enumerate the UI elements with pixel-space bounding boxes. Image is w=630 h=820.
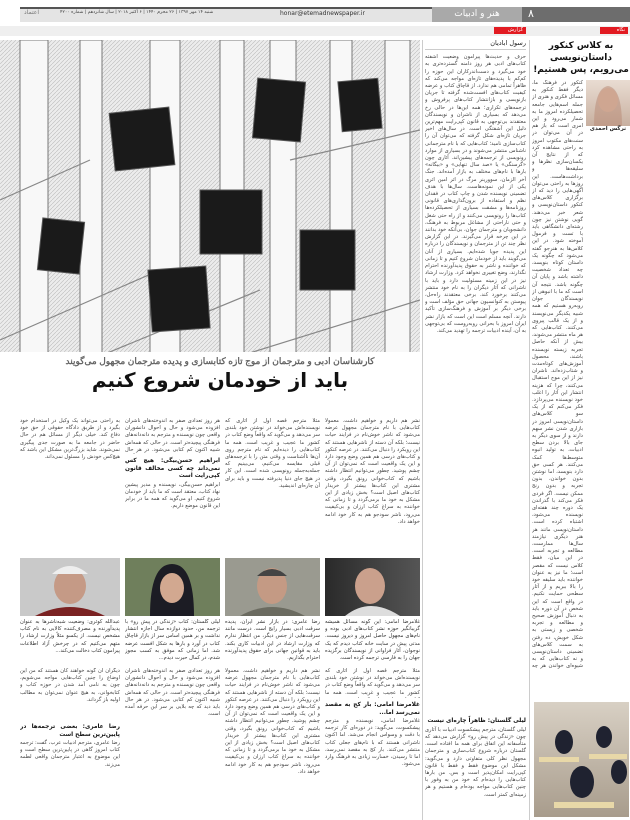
- lower-column-2: نشر هم داریم و خواهیم داشت. معمولاً کتاب‌هایی با نام مترجمان مجهول عرضه می‌شود که ناشر خوش‌نام در فرایند حیات نیست؛ بلکه آن دسته از ناشرهایی هستند که این رویکرد را دنبال می‌کنند. در عرصه کنکور و کتاب‌های درسی هم همین وضع وجود دارد و این یک واقعیت است که نمی‌توان از آن چشم پوشید. چطور می‌توانیم انتظار داشته باشیم که کتاب‌خوانی رونق بگیرد، وقتی مشتری این کتاب‌ها بیشتر از خریدار کتاب‌های اصیل است؟ بخش زیادی از این مشکل به خود ما برمی‌گردد و تا زمانی که خواننده به سراغ کتاب ارزان و بی‌کیفیت می‌رود، ناشر سودجو هم به کار خود ادامه خواهد داد.: [225, 668, 320, 775]
- newspaper-logo: اعتماد: [24, 9, 40, 16]
- main-column-3: [125, 418, 220, 550]
- profile-ameri: [225, 558, 320, 663]
- illustration-books-on-trees: [0, 40, 420, 352]
- article-head: [20, 356, 420, 392]
- column-divider: [422, 40, 423, 820]
- article-kicker: کارشناسان ادبی و مترجمان از موج تازه کتابسازی و پدیده مترجمان مجهول می‌گویند: [65, 356, 375, 366]
- lower-column-4: [20, 668, 120, 818]
- author-box: [586, 80, 630, 132]
- subhead-amami: غلامرضا امامی: بار کج به مقصد نمی‌رسد اما...: [325, 702, 420, 716]
- report-byline: رسول آبادیان: [425, 40, 526, 50]
- ameri-caption: رضا عامری: در بازار نشر ایران، پدیده سرقت ادبی بسیار رایج است. درست مانند سرقت‌هایی از جنس دیگر، من انتظار ندارم که وزارت ارشاد در این ادبیات کاری بکند. باید به قوانین جهانی برای حقوق پدیدآورنده احترام بگذاریم.: [225, 619, 320, 662]
- ameri-photo: [225, 558, 320, 616]
- article-headline: باید از خودمان شروع کنیم: [91, 368, 349, 392]
- section-email[interactable]: honar@etemadnewspaper.ir: [280, 10, 365, 17]
- author-name: نرگس احمدی: [589, 126, 627, 132]
- profile-amami: [325, 558, 420, 663]
- amami-photo: [325, 558, 420, 616]
- page-number: ۸: [522, 7, 630, 22]
- main-column-4: به راحتی می‌تواند یک وکیل در استخدام خود بگیرد و از طریق دادگاه حقوقی از حق خود دفاع کند. خیلی دیگر از مسائل هم در حال حاضر در جامعه ما به صورت جدی پیگیری نمی‌شوند. شاید بزرگ‌ترین مشکل این باشد که هیچ‌کس خودش را مسئول نمی‌داند.: [20, 418, 120, 461]
- ameri-body: رضا عامری، مترجم ادبیات عرب، گفت: ترجمه کتاب امروز گاهی در پایین‌ترین سطح است و این موضوع به اعتبار مترجمان واقعی لطمه می‌زند.: [20, 740, 120, 768]
- kowsari-photo: [20, 558, 120, 616]
- lower-column-3: هر روز تعدادی صفر به اندوخته‌های ناشران افزوده می‌شود و حال و احوال دانشوران واقعی چون نویسنده و مترجم به دانه‌دانه‌های فرهنگی پیچیده‌تر است. در حالی که همه‌اش شبیه اکنون کم کتابی می‌شود. در هر حال باید دید که چه بلایی بر سر این حرفه آمده است.: [125, 668, 220, 718]
- column-divider: [529, 40, 530, 820]
- subhead-golestan: لیلی گلستان: ظاهراً چاره‌ای نیست: [427, 718, 526, 725]
- opinion-body: کنکور در فرهنگ ما، دیگر فقط کنکور به مسائل فکری و هنری از جمله اسم‌هایی جامعه تحصیلکرده امروز ما به شمار می‌رود و این امری است که باز هم در آن می‌توان در سنت‌های مکتوب امروز به راحتی مشاهده کرد که از نتایج آن یکسان‌سازی نظرها و سلیقه‌ها و برداشت‌هاست. این روزها به راحتی می‌توان آگهی‌هایی را دید که از برگزاری کلاس‌های کنکور داستان‌نویسی و شعر خبر می‌دهند. گویی نوشتن نیز چون رشته‌ای دانشگاهی باید با تست و فرمول آموخته شود. در این کلاس‌ها به هنرجو گفته می‌شود که چگونه یک داستان کوتاه بنویسد، چه تعداد شخصیت داشته باشد و پایان آن چگونه باشد. نتیجه آن است که ما با انبوهی از نویسندگان جوان روبه‌رو هستیم که همه شبیه یکدیگر می‌نویسند و از یک قالب پیروی می‌کنند. کتاب‌هایی که هر ماه منتشر می‌شوند، بیش از آنکه حاصل تجربه زیسته نویسنده باشند، محصول آموزش‌های کوتاه‌مدت و شتاب‌زده‌اند. ناشران نیز از این موج استقبال می‌کنند، چرا که هزینه انتشار این آثار را اغلب خود نویسنده می‌پردازد. فکر می‌کنم که از یک سو کلاس‌های داستان‌نویسی امروز در بازاری شدن نشر سهم دارند و از سوی دیگر به جای بالا بردن سطح ادبیات، به تولید انبوه متوسط‌ها کمک می‌کنند. هر کسی حق دارد بنویسد، اما نوشتن بدون خواندن، بدون تجربه و بدون رنج ممکن نیست. اگر فردی فکر می‌کند با گذراندن یک دوره چند هفته‌ای نویسنده می‌شود، اشتباه کرده است. داستان‌نویسی مانند هر هنر دیگری نیازمند سال‌ها ممارست، مطالعه و تجربه است. در این میان، فقط کلاس نیست که مقصر است؛ ما نیز به عنوان خواننده باید سلیقه خود را بالا ببریم و از آثار سطحی حمایت نکنیم. در واقع است که این شخص در آن دوره باید به دنبال آموزش صحیح و مطالعه و تجربه شخصی و زیستی به شکل خویش، ده رفتن به سمت کلاس‌های تضمینی داستان‌نویسی و نه کتاب‌هایی که به شیوه‌ای خواندن هر چه: [532, 80, 583, 670]
- report-column: [425, 40, 526, 820]
- kowsari-caption: عبدالله کوثری: وضعیت شبه‌ناشرها به عنوان پدیدآورنده و مصرف‌کننده کالایی به نام کتاب مشخص نیست. از یکسو مثلاً وزارت ارشاد را متهم می‌کنیم که در چرخش آزاد اطلاعات پیرامون کتاب دخالت می‌کند...: [20, 619, 120, 654]
- amami-body: غلامرضا امامی، نویسنده و مترجم پیشکسوت، می‌گوید: در دوره‌ای کار ترجمه با دقت و وسواس انجام می‌شد. اما اکنون ناشرانی هستند که با نام‌های جعلی کتاب منتشر می‌کنند. بار کج به مقصد نمی‌رسد، اما تا رسیدن، خسارت زیادی به فرهنگ وارد می‌شود.: [325, 718, 420, 768]
- hasanbeigi-body: ابراهیم حسن‌بیگی، نویسنده و مدیر پیشین نهاد کتاب، معتقد است که ما باید از خودمان شروع کنیم. او می‌گوید که همه ما در برابر این قانون موضع داریم.: [125, 481, 220, 510]
- lower-column-1: [325, 668, 420, 818]
- golestan-photo: [125, 558, 220, 616]
- subhead-ameri: رضا عامری: بعضی ترجمه‌ها در پایین‌ترین سطح است: [20, 724, 120, 738]
- subhead-hasanbeigi: ابراهیم حسن‌بیگی: هیچ کس نمی‌داند چه کسی مخالف قانون کپی‌رایت است: [125, 458, 220, 479]
- report-body-2: لیلی گلستان، مترجم پیشکسوت ادبیات با آثاری چون «زندگی در پیش رو» گزارش می‌دهد که متأسفانه این اتفاق برای همه ما افتاده است. گلستان درباره شروع کتاب‌سازی و مترجمان مجهول نظر کلی متفاوتی دارد و می‌گوید: مشکل این موضوع فقط و فقط با قانون کپی‌رایت امکان‌پذیر است و بس. من بارها کتاب‌هایی را دیده‌ام که خود من به وفور با چنین کتاب‌هایی مواجه بوده‌ام و هستیم و هر زمینه‌ای کمتر است.: [425, 726, 526, 798]
- issue-date: شنبه ۱۴ مهر ۱۳۹۷ | ۲۶ محرم ۱۴۴۰ | ۶ اکتبر ۲۰۱۸ | سال شانزدهم | شماره ۴۲۰۰: [60, 10, 214, 15]
- lower-column-1-text: مثلاً مترجم قصه اول از آثاری که نویسنده‌اش می‌خواند در نوشتن خود بلندی سر می‌دهد و می‌گوید که واقعاً وضع کتاب در کشور ما عجیب و غریب است. همه ما: [325, 668, 420, 696]
- profile-kowsari: [20, 558, 120, 663]
- label-row: [0, 26, 630, 36]
- main-column-1: نشر هم داریم و خواهیم داشت. معمولاً کتاب‌هایی با نام مترجمان مجهول عرضه می‌شود که ناشر خوش‌نام در فرایند حیات نیست؛ بلکه آن دسته از ناشرهایی هستند که این رویکرد را دنبال می‌کنند. در عرصه کنکور و کتاب‌های درسی هم همین وضع وجود دارد و این یک واقعیت است که نمی‌توان از آن چشم پوشید. چطور می‌توانیم انتظار داشته باشیم که کتاب‌خوانی رونق بگیرد، وقتی مشتری این کتاب‌ها بیشتر از خریدار کتاب‌های اصیل است؟ بخش زیادی از این مشکل به خود ما برمی‌گردد و تا زمانی که خواننده به سراغ کتاب ارزان و بی‌کیفیت می‌رود، ناشر سودجو هم به کار خود ادامه خواهد داد.: [325, 418, 420, 525]
- opinion-column: [532, 40, 630, 820]
- profile-golestan: [125, 558, 220, 663]
- label-report: گزارش: [494, 27, 526, 34]
- main-column-3-text: هر روز تعدادی صفر به اندوخته‌های ناشران افزوده می‌شود و حال و احوال دانشوران واقعی چون نویسنده و مترجم به دانه‌دانه‌های فرهنگی پیچیده‌تر است. در حالی که همه‌اش شبیه اکنون کم کتابی می‌شود. در هر حال: [125, 418, 220, 453]
- amami-caption: غلامرضا امامی: این گونه مسائل همیشه گریبانگیر حوزه نشر کتاب‌های ادبی بوده و نام‌های مجهول حاصل امروز و دیروز نیست. مدتی پیش در سایت خانه کتاب دیدم که یک نوجوان، آثار فراوانی از نویسندگان برگزیده جهان را به فارسی ترجمه کرده است.: [325, 619, 420, 662]
- main-column-2: مثلاً مترجم قصه اول از آثاری که نویسنده‌اش می‌خواند در نوشتن خود بلندی سر می‌دهد و می‌گوید که واقعاً وضع کتاب در کشور ما عجیب و غریب است. همه ما کتاب‌هایی را دیده‌ایم که نام مترجم روی آن‌ها ناآشناست و وقتی متن را با ترجمه‌های قبلی مقایسه می‌کنیم، می‌بینیم که جمله‌به‌جمله رونویسی شده است. این کار در هیچ جای دنیا پذیرفته نیست و باید برای آن چاره‌ای اندیشید.: [225, 418, 320, 489]
- label-view: نگاه: [600, 27, 628, 34]
- exam-students-photo: [534, 702, 629, 817]
- section-title: هنر و ادبیات: [432, 7, 522, 22]
- author-photo: [586, 80, 630, 126]
- lower-column-4-text: دیگران آن گونه خواهند کان هستند که من این اوضاع را چنین کتاب‌هایی مواجه می‌شویم، چون به نامی آمد شدن در حوزه کتاب و کتابخوانی، به هیچ عنوان نمی‌توان به مطالب اولیه باز گرداند.: [20, 668, 120, 703]
- opinion-headline: به کلاس کنکور داستان‌نویسی می‌رویم، پس هستیم!: [533, 41, 629, 75]
- golestan-caption: لیلی گلستان: کتاب «زندگی در پیش رو» با ترجمه من، حدود دوازده سال اجازه انتشار نداشت و بر همین اساس سر از بازار قاچاق کتاب در آورد و بارها به شکل افست عرضه شد. اما زمانی که موفق به کسب مجوز شدم، در کمال حیرت دیدم...: [125, 619, 220, 662]
- report-body: حرف و حدیث‌ها پیرامون وضعیت آشفته کتاب‌های ادبی هر روز دامنه گسترده‌تری به خود می‌گیرد و دست‌اندرکاران این حوزه را کم‌کم با پدیده‌های تازه‌ای مواجه می‌کند که ظاهراً تمامی هم ندارد. از قاچاق کتاب و عرضه کیفیت کتاب‌های افست‌شده گرفته تا جریان بازنویسی و بازانتشار کتاب‌های پرفروش و ترجمه‌های تکراری؛ همه این‌ها در حالی رخ می‌دهد که بسیاری از ناشران و نویسندگان معتقدند بی‌توجهی به قانون کپی‌رایت مهم‌ترین دلیل این آشفتگی است. در سال‌های اخیر جریان تازه‌ای شکل گرفته که می‌توان آن را کتاب‌سازی نامید؛ کتاب‌هایی که با نام مترجمانی ناشناس منتشر می‌شوند و در بسیاری از موارد رونویسی از ترجمه‌های پیشین‌اند. آثاری چون «گرسنگی» یا «صد سال تنهایی» و «بیگانه» بارها با نام‌های مختلف به بازار آمده‌اند. جنگ آخر الزمان، سوورینر مرگ در اثر امین اثری یکی از این نمونه‌هاست. سال‌ها با هدف تضمینی نویسنده شدن و چاپ کتاب در فقدان نظم و استفاده از برون‌گذاری‌های قانونی روزنامه‌ها و مشقت بسیاری از تحصیلکرده‌ها کتاب‌ها را رونویسی می‌کنند و از راه حتی شغل و حتی ناراحتی از مشاغل مربوط به فرهنگ، دانشجویان و مترجمان جوان، بی‌آنکه خود بدانند در این چرخه قرار می‌گیرند. در این گزارش نظر چند تن از مترجمان و نویسندگان را درباره این پدیده جویا شده‌ایم. بسیاری از آنان می‌گویند باید از خودمان شروع کنیم و تا زمانی که خواننده و ناشر به حقوق پدیدآورنده احترام نگذارند، وضع تغییری نخواهد کرد. وزارت ارشاد نیز در این زمینه مسئولیت دارد و باید با ناشرانی که آثار دیگران را به نام خود منتشر می‌کنند برخورد کند. برخی معتقدند راه‌حل، پیوستن به کنوانسیون جهانی حق مؤلف است و برخی دیگر بر آموزش و فرهنگ‌سازی تأکید دارند. آنچه مسلم است این است که بازار نشر ایران امروز با بحرانی روبه‌روست که بی‌توجهی به آن، آینده ادبیات ترجمه را تهدید می‌کند.: [425, 54, 526, 334]
